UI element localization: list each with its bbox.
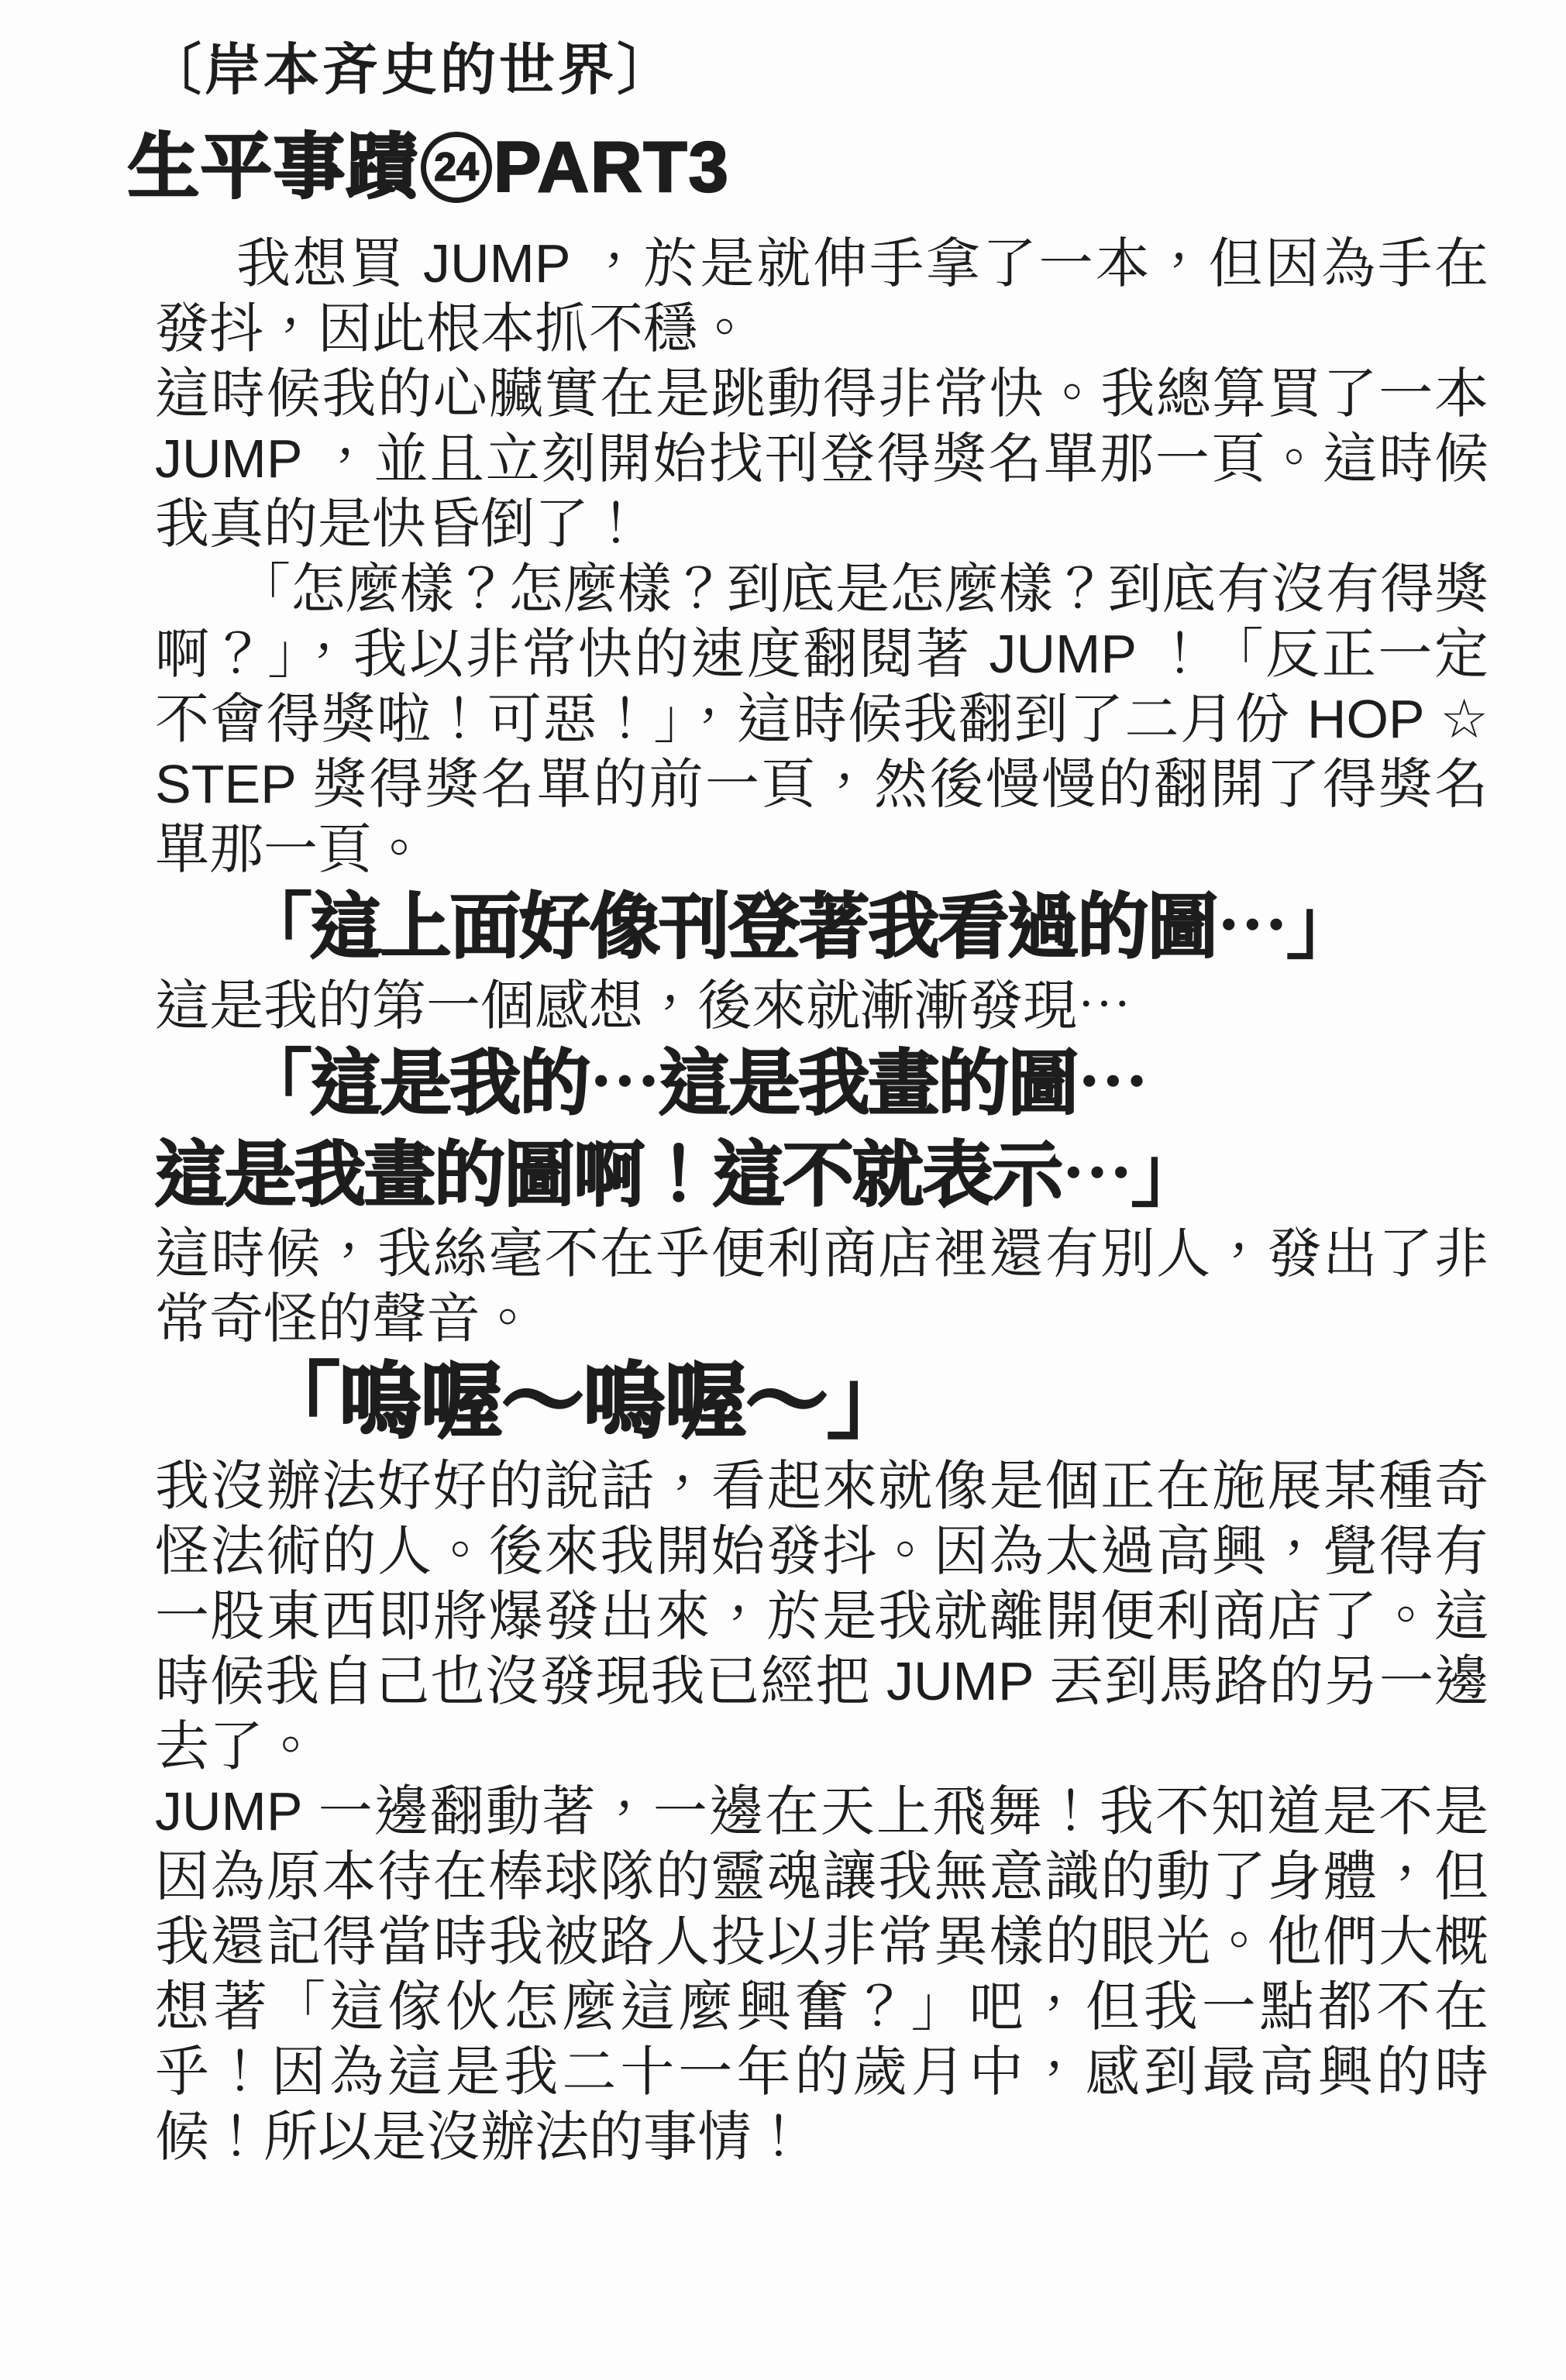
title-part-label: PART3 — [494, 128, 730, 207]
essay-body — [155, 231, 1489, 2169]
quote-line-large: 「這上面好像刊登著我看過的圖⋯」 — [240, 888, 1357, 967]
quote-line-xlarge: 「嗚喔～嗚喔～」 — [257, 1357, 909, 1448]
body-paragraph: 我想買 JUMP ，於是就伸手拿了一本，但因為手在發抖，因此根本抓不穩。 — [155, 233, 1489, 359]
body-paragraph: 這時候，我絲毫不在乎便利商店裡還有別人，發出了非常奇怪的聲音。 — [155, 1223, 1489, 1349]
body-paragraph: 我沒辦法好好的說話，看起來就像是個正在施展某種奇怪法術的人。後來我開始發抖。因為太過高興，覺得有一股東西即將爆發出來，於是我就離開便利商店了。這時候我自己也沒發現我已經把 JUMP 丟到馬路的另一邊去了。 — [155, 1456, 1489, 1776]
series-header-title: 〔岸本斉史的世界〕 — [146, 40, 676, 101]
quote-line-large: 「這是我的⋯這是我畫的圖⋯ — [240, 1044, 1148, 1123]
page-title-text: 生平事蹟 — [128, 128, 420, 207]
title-circled-number: 24 — [421, 132, 492, 203]
body-paragraph: JUMP 一邊翻動著，一邊在天上飛舞！我不知道是不是因為原本待在棒球隊的靈魂讓我無意識的動了身體，但我還記得當時我被路人投以非常異樣的眼光。他們大概想著「這傢伙怎麼這麼興奮？」吧，但我一點都不在乎！因為這是我二十一年的歲月中，感到最高興的時候！所以是沒辦法的事情！ — [155, 1781, 1489, 2167]
body-paragraph: 「怎麼樣？怎麼樣？到底是怎麼樣？到底有沒有得獎啊？」，我以非常快的速度翻閱著 JUMP ！「反正一定不會得獎啦！可惡！」，這時候我翻到了二月份 HOP ☆ STEP 獎得獎名單的前一頁，然後慢慢的翻開了得獎名單那一頁。 — [155, 559, 1489, 879]
body-paragraph: 這時候我的心臟實在是跳動得非常快。我總算買了一本 JUMP ，並且立刻開始找刊登得獎名單那一頁。這時候我真的是快昏倒了！ — [155, 363, 1489, 554]
body-paragraph: 這是我的第一個感想，後來就漸漸發現⋯ — [155, 975, 1131, 1036]
page-title — [128, 124, 1489, 211]
quote-line-large: 這是我畫的圖啊！這不就表示⋯」 — [155, 1136, 1202, 1215]
